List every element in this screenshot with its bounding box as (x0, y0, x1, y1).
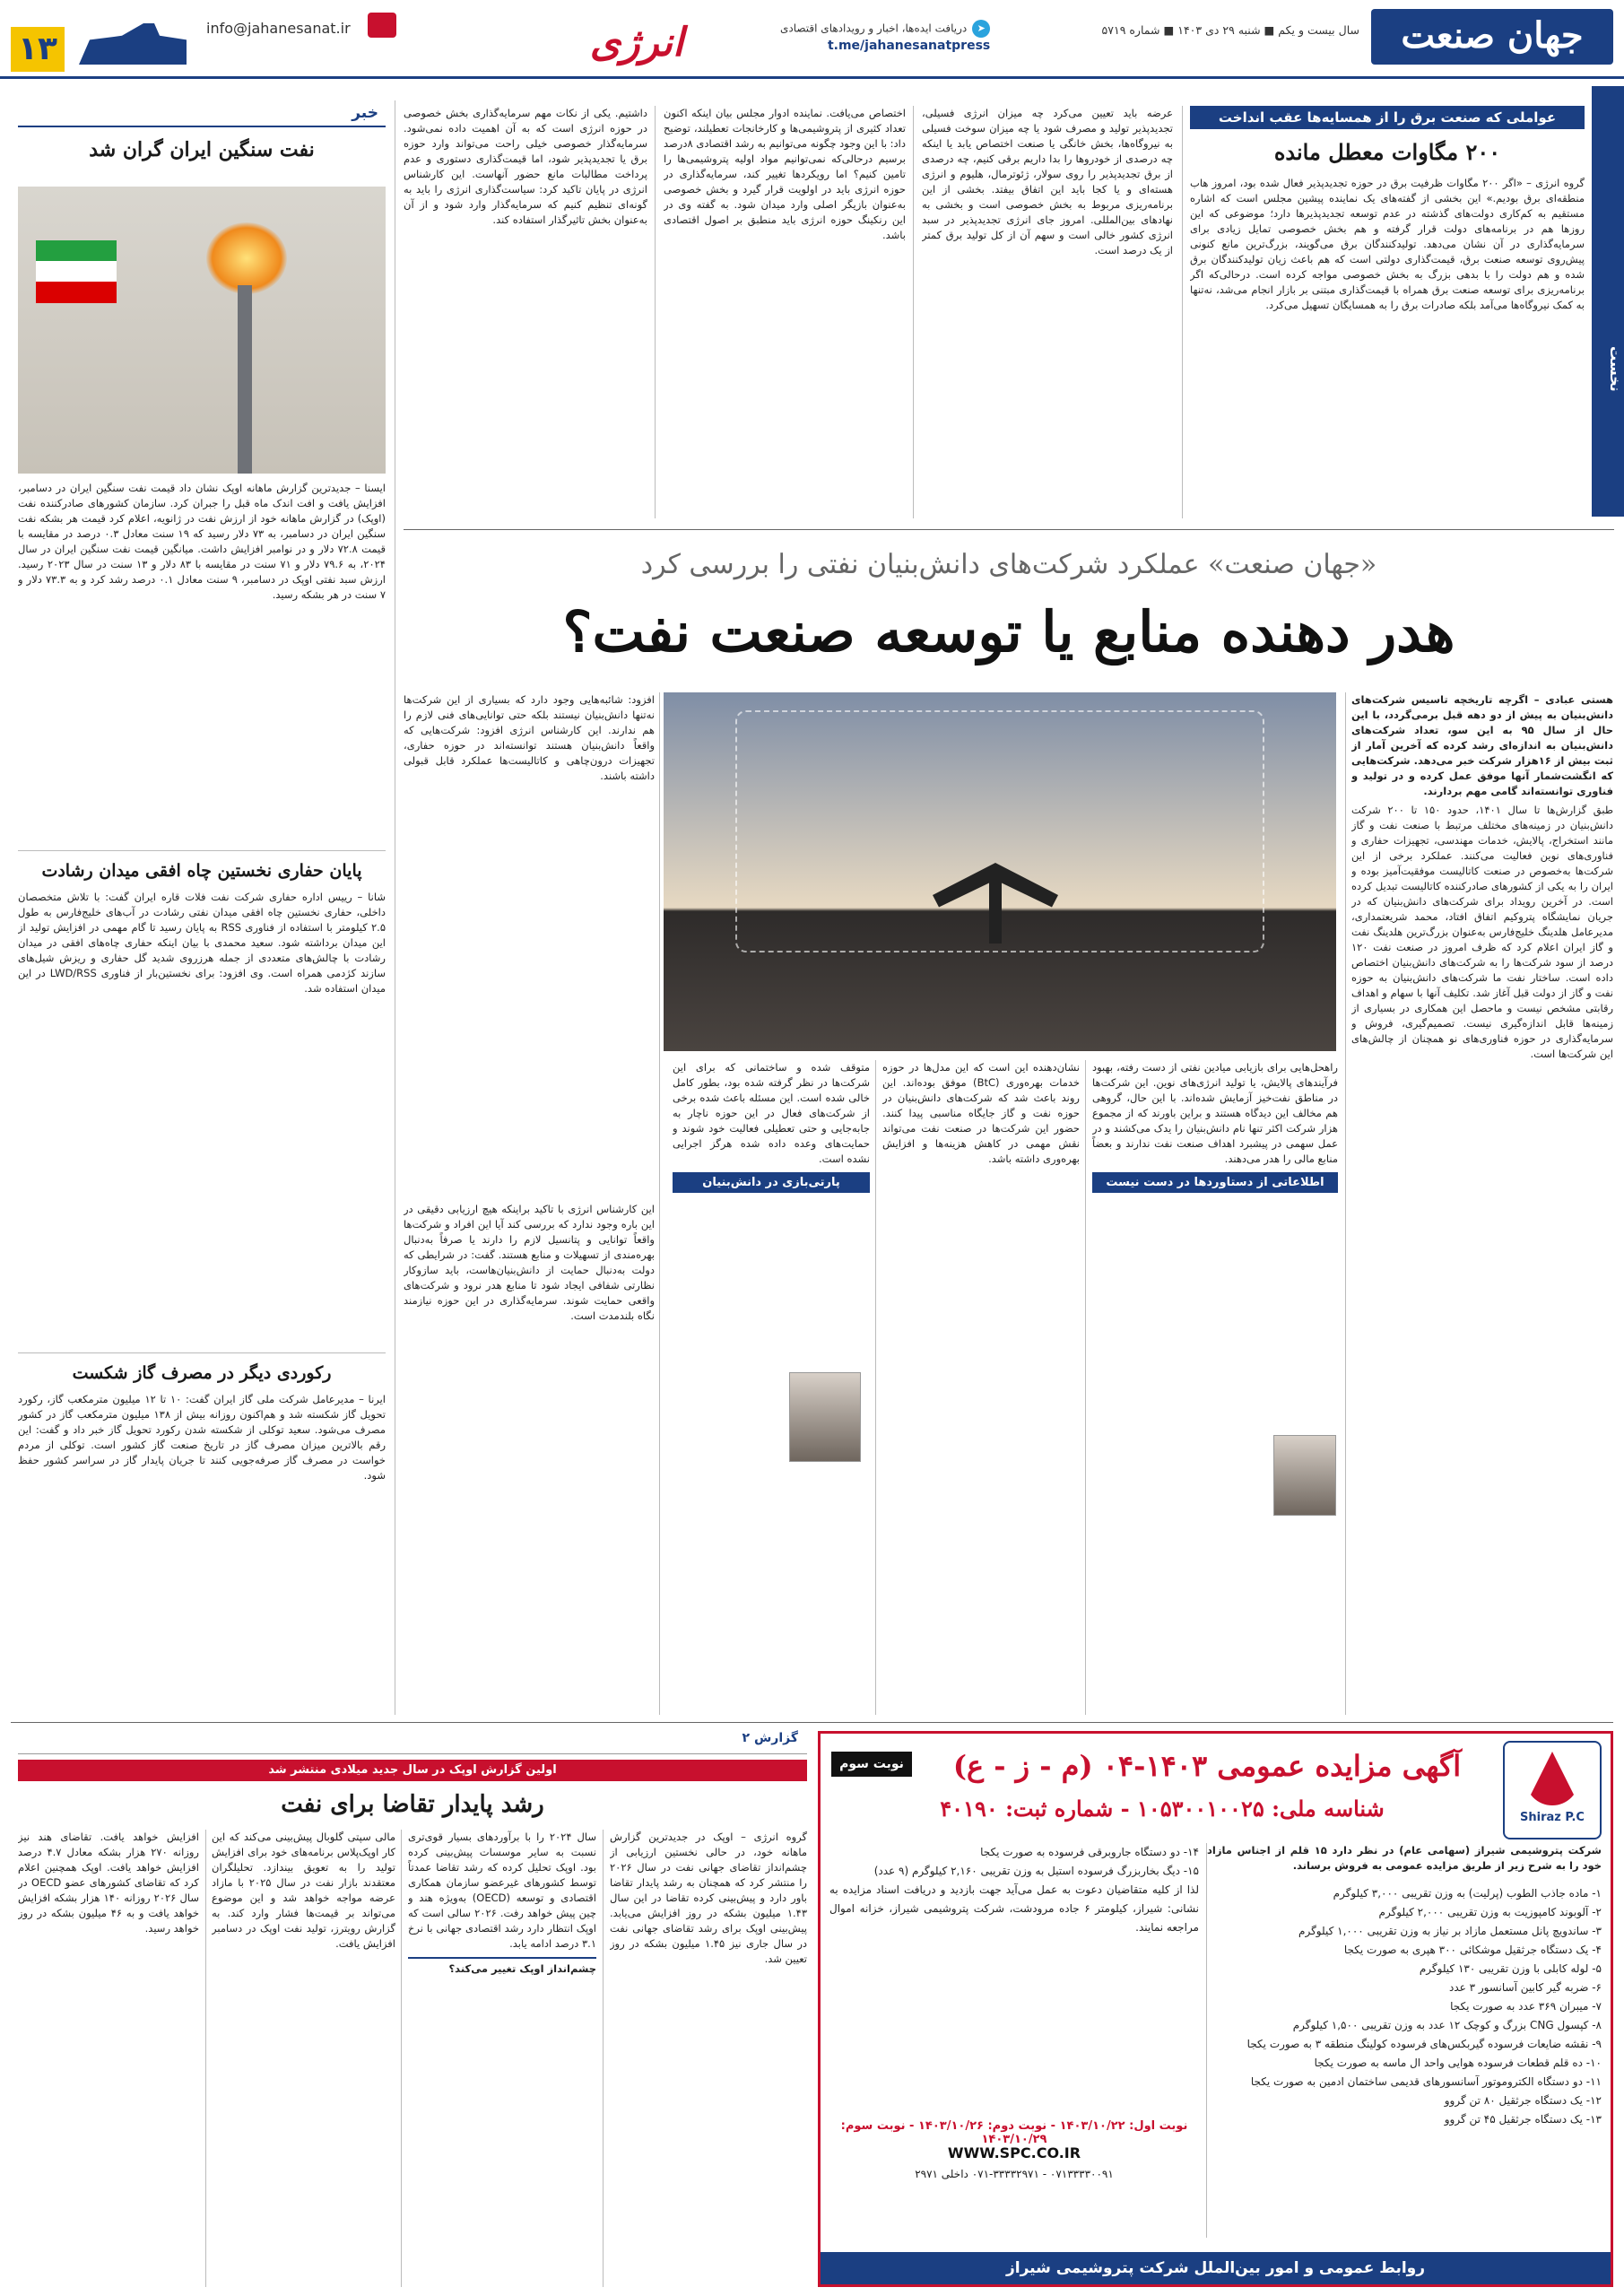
tender-ad (818, 1731, 1613, 2287)
feature-kicker: «جهان صنعت» عملکرد شرکت‌های دانش‌بنیان نفتی را بررسی کرد (640, 549, 1377, 580)
feature-title: هدر دهنده منابع یا توسعه صنعت نفت؟ (562, 599, 1455, 665)
ad-item: ۴- یک دستگاه جرثقیل موشکائی ۳۰۰ هپری به صورت یکجا (1343, 1944, 1602, 1956)
feature-lede-text: هستی عبادی – اگرچه تاریخچه تاسیس شرکت‌های دانش‌بنیان به پیش از دو دهه قبل برمی‌گردد، با این حال از سال ۹۵ به این سو، تعداد شرکت‌های دانش‌بنیان به اندازه‌ای رشد کرده که آخرین آمار از ثبت بیش از ۱۶هزار شرکت خبر می‌دهد. شرکت‌هایی که انگشت‌شمار آنها موفق عمل کرده و در تولید و فناوری توانسته‌اند گامی مهم بردارند. (1351, 693, 1613, 797)
report-title: رشد پایدار تقاضا برای نفت (281, 1791, 544, 1818)
news-1-title: نفت سنگین ایران گران شد (89, 138, 315, 161)
iran-flag-icon (36, 240, 117, 303)
ad-item: ۱۱- دو دستگاه الکتروموتور آسانسورهای قدیمی ساختمان ادمین به صورت یکجا (1250, 2075, 1602, 2088)
news-2-title: پایان حفاری نخستین چاه افقی میدان رشادت (41, 861, 362, 881)
ad-item: ۵- لوله کابلی با وزن تقریبی ۱۳۰ کیلوگرم (1419, 1962, 1602, 1975)
newspaper-logo[interactable]: جهان صنعت (1371, 9, 1613, 65)
report-col-3: مالی سپتی گلوبال پیش‌بینی می‌کند که این کار اوپک‌پلاس برنامه‌های خود برای افزایش تولید را به تعویق بیندازد. تحلیلگران معتقدند بازار نفت در سال ۲۰۲۵ با مازاد عرضه مواجه خواهد شد و این موضوع می‌تواند بر قیمت‌ها فشار وارد کند. به گزارش رویترز، تولید نفت اوپک در دسامبر افزایش یافت. (212, 1831, 395, 1950)
perspective-col-4: داشتیم. یکی از نکات مهم سرمایه‌گذاری بخش خصوصی در حوزه انرژی است که به آن اهمیت داده نمی‌شود. سرمایه‌گذار خصوصی خیلی راحت می‌تواند وارد حوزه برق یا تجدیدپذیر شود، اما قیمت‌گذاری دستوری و عدم پرداخت مطالبات مانع حضور آنهاست. این کارشناس انرژی در پایان تاکید کرد: سیاست‌گذاری انرژی را باید به گونه‌ای تنظیم کنیم که سرمایه‌گذار وارد شود و از آن به‌عنوان بخش تاثیرگذار استفاده کند. (404, 107, 647, 226)
ad-phone: ۰۷۱۳۳۳۳۰۰۹۱ - ۰۷۱-۳۳۳۳۲۹۷۱ داخلی ۲۹۷۱ (915, 2168, 1114, 2180)
news-box-title: خبر (18, 104, 386, 127)
oil-pump-tech-photo (664, 692, 1336, 1051)
gas-flare-photo (18, 187, 386, 474)
news-1-body: ایسنا – جدیدترین گزارش ماهانه اوپک نشان داد قیمت نفت سنگین ایران در دسامبر، افزایش یافت و افت اندک ماه قبل را جبران کرد. سازمان کشورهای صادرکننده نفت (اوپک) در گزارش ماهانه خود از ارزش نفت در ژانویه، اعلام کرد قیمت هر بشکه نفت سنگین ایران در دسامبر، به ۷۳ دلار رسید که ۱۹ سنت معادل ۰.۳ درصد در مقایسه با قیمت ۷۲.۸ دلار و در نوامبر افزایش داشت. میانگین قیمت نفت سنگین ایران در سال ۲۰۲۴، به ۷۹.۶ دلار و ۷۱ سنت در مقایسه با ۸۳ دلار و ۱۳ سنت در سال ۲۰۲۳ رسید. ارزش سبد نفتی اوپک در دسامبر، ۹ سنت معادل ۰.۱ درصد رشد کرد و به ۷۳.۳ دلار و ۷ سنت در هر بشکه رسید. (18, 482, 386, 601)
logo-caption: Shiraz P.C (1520, 1811, 1585, 1824)
news-3-body: ایرنا – مدیرعامل شرکت ملی گاز ایران گفت: ۱۰ تا ۱۲ میلیون مترمکعب گاز، رکورد تحویل گاز شکسته شد و هم‌اکنون روزانه بیش از ۱۳۸ میلیون مترمکعب گاز در کشور مصرف می‌شود. سعید توکلی از شکسته شدن رکورد تحویل گاز خبر داد و گفت: این رقم بالاترین میزان مصرف گاز در تاریخ صنعت گاز کشور است. توکلی از مردم خواست در مصرف گاز صرفه‌جویی کنند تا جریان پایدار گاز در سراسر کشور حفظ شود. (18, 1393, 386, 1482)
feature-sub-2: پارتی‌بازی در دانش‌بنیان (673, 1172, 870, 1193)
report-subheading: چشم‌انداز اوپک تغییر می‌کند؟ (408, 1957, 596, 1977)
flare-stack-icon (238, 285, 252, 474)
perspective-kicker: عواملی که صنعت برق را از همسایه‌ها عقب انداخت (1190, 106, 1585, 129)
ad-title: آگهی مزایده عمومی ۱۴۰۳-۰۴ (م - ز - ع) (952, 1749, 1462, 1783)
telegram-tagline: دریافت ایده‌ها، اخبار و رویدادهای اقتصادی (780, 22, 968, 35)
news-2-body: شانا – رییس اداره حفاری شرکت نفت فلات قاره ایران گفت: با تلاش متخصصان داخلی، حفاری نخستین چاه افقی میدان نفتی رشادت در آب‌های خلیج‌فارس به طول ۲.۵ کیلومتر با استفاده از فناوری RSS به پایان رسید تا گام مهمی در افزایش تولید از این میدان برداشته شود. سعید محمدی با بیان اینکه حفاری چاه‌های افقی در میدان رشادت با چالش‌های متعددی از جمله هرزروی شدید گل حفاری و ریزش شیل‌های سازند کژدمی همراه است. وی افزود: برای نخستین‌بار از فناوری LWD/RSS در این میدان استفاده شد. (18, 891, 386, 995)
perspective-title: ۲۰۰ مگاوات معطل مانده (1273, 139, 1501, 165)
feature-col-b-text: راهحل‌هایی برای بازیابی میادین نفتی از دست رفته، بهبود فرآیندهای پالایش، یا تولید انرژی‌های نوین. این شرکت‌ها در مناطق نفت‌خیز آزمایش شده‌اند. با این حال، گروهی هم مخالف این دیدگاه هستند و براین باورند که از مجموع هزار شرکت اکثر تنها نام دانش‌بنیان را یدک می‌کشند و در عمل سهمی در پیشبرد اهداف صنعت نفت ندارند و بعضاً منابع مالی را هدر می‌دهند. (1092, 1061, 1338, 1165)
report-tag: گزارش ۲ (18, 1731, 807, 1754)
ad-item: ۱۲- یک دستگاه جرثقیل ۸۰ تن گروو (1444, 2094, 1602, 2107)
report-col-4: افزایش خواهد یافت. تقاضای هند نیز روزانه ۲۷۰ هزار بشکه معادل ۴.۷ درصد افزایش خواهد یافت. اوپک همچنین اعلام کرد که تقاضای کشورهای عضو OECD در سال ۲۰۲۶ روزانه ۱۴۰ هزار بشکه افزایش خواهد یافت و به ۴۶ میلیون بشکه در روز خواهد رسید. (18, 1831, 199, 1935)
report-banner: اولین گزارش اوپک در سال جدید میلادی منتشر شد (18, 1760, 807, 1781)
ad-note: لذا از کلیه متقاضیان دعوت به عمل می‌آید جهت بازدید و دریافت اسناد مزایده به نشانی: شیراز، کیلومتر ۶ جاده مرودشت، شرکت پتروشیمی شیراز، خزانه اموال مراجعه نمایند. (829, 1883, 1199, 1934)
feature-lede (1351, 692, 1613, 1715)
telegram-icon: ➤ (972, 20, 990, 38)
ad-item: ۱۰- ده قلم قطعات فرسوده هوایی واحد ال ماسه به صورت یکجا (1314, 2057, 1602, 2069)
ad-intro: شرکت پتروشیمی شیراز (سهامی عام) در نظر دارد ۱۵ قلم از اجناس مازاد خود را به شرح زیر از طریق مزایده عمومی به فروش برساند. (1207, 1844, 1602, 1872)
ad-item: ۱۴- دو دستگاه جاروبرقی فرسوده به صورت یکجا (980, 1846, 1199, 1858)
report-col-1: گروه انرژی – اوپک در جدیدترین گزارش ماهانه خود، در حالی نخستین ارزیابی از چشم‌انداز تقاضای جهانی نفت در سال ۲۰۲۶ را منتشر کرد که همچنان به رشد پایدار تقاضا باور دارد و پیش‌بینی کرده تقاضا در این سال ۱.۴۳ میلیون بشکه در روز افزایش می‌یابد. پیش‌بینی اوپک برای رشد تقاضای جهانی نفت در سال جاری نیز ۱.۴۵ میلیون بشکه در روز تعیین شد. (610, 1831, 807, 1965)
ad-item: ۸- کپسول CNG بزرگ و کوچک ۱۲ عدد به وزن تقریبی ۱,۵۰۰ کیلوگرم (1292, 2019, 1602, 2031)
email-link[interactable]: info@jahanesanat.ir (206, 20, 351, 37)
perspective-col-2: عرضه باید تعیین می‌کرد چه میزان انرژی فسیلی، تجدیدپذیر تولید و مصرف شود یا چه میزان سوخت فسیلی به نیروگاه‌ها، بخش خانگی یا صنعت اختصاص یابد یا اینکه چه درصدی از خودروها را بدا داریم برقی کنیم، چه درصدی از برق تجدیدپذیر را روی سولار، ژئوترمال، هلیوم و انرژی هسته‌ای و یا کجا باید این اتفاق بیفتد. بخشی از این برنامه‌ریزی مربوط به بخش خصوصی است و بخشی به نهادهای بین‌المللی. امروز جای انرژی تجدیدپذیر در سبد انرژی کشور خالی است و سهم آن از کل تولید برق کمتر از یک درصد است. (922, 107, 1173, 257)
telegram-info[interactable] (780, 20, 990, 54)
company-logo-icon (1525, 1752, 1579, 1805)
ad-footer: روابط عمومی و امور بین‌الملل شرکت پتروشیمی شیراز (821, 2252, 1611, 2284)
ad-item: ۳- ساندویچ پانل مستعمل مازاد بر نیاز به وزن تقریبی ۱,۰۰۰ کیلوگرم (1298, 1925, 1602, 1937)
news-3-title: رکوردی دیگر در مصرف گاز شکست (72, 1363, 332, 1383)
perspective-col-3: اختصاص می‌یافت. نماینده ادوار مجلس بیان اینکه اکنون تعداد کثیری از پتروشیمی‌ها و کارخانجات تعطیلند، توضیح داد: با این وجود چگونه می‌توانیم به رشد اقتصادی ۸درصد برسیم درحالی‌که نمی‌توانیم مواد اولیه پتروشیمی‌ها را تامین کنیم؟ اما رویکردها تغییر کند، سرمایه‌گذاری در حوزه انرژی باید در اولویت قرار گیرد و بخش خصوصی به‌عنوان بازیگر اصلی وارد میدان شود. به گفته وی در این رنکینگ حوزه انرژی باید منطبق بر اصول اقتصادی باشد. (664, 107, 906, 241)
report-col-2 (408, 1830, 596, 2287)
ad-item: ۱۳- یک دستگاه جرثقیل ۴۵ تن گروو (1444, 2113, 1602, 2126)
perspective-side-label: نخست (1592, 86, 1624, 517)
feature-col-a: طبق گزارش‌ها تا سال ۱۴۰۱، حدود ۱۵۰ تا ۲۰۰ شرکت دانش‌بنیان در زمینه‌های مختلف مرتبط با صنعت نفت و گاز مانند استخراج، پالایش، خدمات مهندسی، تجهیزات حفاری و فناوری‌های نوین فعالیت می‌کنند. عملکرد برخی از این شرکت‌ها به‌خصوص در صنعت کاتالیست موفقیت‌آمیز بوده و ایران را به یکی از کشورهای صادرکننده کاتالیست تبدیل کرده است. در آخرین رویداد برای شرکت‌های دانش‌بنیان که در جریان نمایشگاه پتروکیم اتفاق افتاد، محمد شریعتمداری، مدیرعامل هلدینگ خلیج‌فارس به‌عنوان بزرگ‌ترین هلدینگ نفت و گاز ایران اعلام کرد که ظرف امروز در صنعت نفت ۱۲۰ درصد از سود شرکت‌ها را به شرکت‌های دانش‌بنیان اختصاص داده است. ساختار نفت ما شرکت‌های دانش‌بنیان به حوزه نفت و گاز از دولت قبل آغاز شد. تکلیف آنها با سهام و اهداف رقابتی مشخص نیست و ماحصل این همکاری در بسیاری از زمینه‌ها قابل اندازه‌گیری نیست. تصمیم‌گیری، فروش و سرمایه‌گذاری در حوزه فناوری‌های نو همچنان از چالش‌های این شرکت‌ها است. (1351, 804, 1613, 1060)
ad-item: ۶- ضربه گیر کابین آسانسور ۳ عدد (1448, 1981, 1602, 1994)
page-number: ۱۳ (11, 27, 65, 72)
telegram-handle[interactable]: t.me/jahanesanatpress (827, 39, 991, 53)
ad-item: ۱- ماده جاذب الطوب (پرلیت) به وزن تقریبی ۳,۰۰۰ کیلوگرم (1333, 1887, 1602, 1900)
ad-items-right (1207, 1884, 1602, 2225)
ad-website[interactable]: WWW.SPC.CO.IR (947, 2144, 1081, 2161)
feature-col-e: افزود: شائبه‌هایی وجود دارد که بسیاری از این شرکت‌ها نه‌تنها دانش‌بنیان نیستند بلکه حتی توانایی‌های فنی لازم را هم ندارند. این کارشناس انرژی افزود: شرکت‌هایی که واقعاً دانش‌بنیان هستند توانسته‌اند در حوزه حفاری، تجهیزات درون‌چاهی و کاتالیست‌ها عملکرد قابل قبولی داشته باشند. (404, 693, 655, 782)
issue-info: سال بیست و یکم ■ شنبه ۲۹ دی ۱۴۰۳ ■ شماره ۵۷۱۹ (1101, 23, 1359, 37)
perspective-col-1: گروه انرژی – «اگر ۲۰۰ مگاوات ظرفیت برق در حوزه تجدیدپذیر فعال شده بود، امروز هاب منطقه‌ای برق بودیم.» این بخشی از گفته‌های یک نماینده پیشین مجلس است که اشاره مستقیم به کم‌کاری دولت‌های گذشته در عدم توسعه تجدیدپذیرها دارد؛ موضوعی که این روزها هم در برنامه‌های دولت قرار گرفته و هم بخش خصوصی تمایل زیادی برای سرمایه‌گذاری در آن نشان می‌دهد. تولیدکنندگان برق می‌گویند، بزرگ‌ترین مانع کنونی پیش‌روی توسعه صنعت برق، قیمت‌گذاری دولتی است که هم باعث زیان تولیدکنندگان برق شده و هم دولت را با بدهی بزرگ به بخش خصوصی مواجه کرده است. درحالی‌که اگر برنامه‌ریزی برای توسعه صنعت برق همراه با قیمت‌گذاری مبتنی بر بازار انجام می‌شد، نه‌تنها به کمک نیروگاه‌ها می‌آمد بلکه صادرات برق را به همسایگان تسهیل می‌کرد. (1190, 177, 1585, 311)
feature-col-f: این کارشناس انرژی با تاکید براینکه هیچ ارزیابی دقیقی در این باره وجود ندارد که بررسی کند آیا این افراد و شرکت‌ها واقعاً توانایی و پتانسیل لازم را دارند یا صرفاً به‌دنبال بهره‌مندی از تسهیلات و منابع هستند. گفت: در شرایطی که دولت به‌دنبال حمایت از دانش‌بنیان‌هاست، باید سازوکار نظارتی شفافی ایجاد شود تا منابع هدر نرود و شرکت‌های واقعی حمایت شوند. سرمایه‌گذاری در این حوزه نیازمند نگاه بلندمدت است. (404, 1203, 655, 1322)
ad-items-left (829, 1843, 1199, 2112)
report-col-2-text: سال ۲۰۲۴ را با برآوردهای بسیار قوی‌تری نسبت به سایر موسسات پیش‌بینی کرده بود. اوپک تحلیل کرده که رشد تقاضا عمدتاً توسط کشورهای غیرعضو سازمان همکاری اقتصادی و توسعه (OECD) به‌ویژه هند و چین پیش خواهد رفت. ۲۰۲۶ سالی است که اوپک انتظار دارد رشد اقتصادی جهانی با نرخ ۳.۱ درصد ادامه یابد. (408, 1831, 596, 1950)
ad-dates: نوبت اول: ۱۴۰۳/۱۰/۲۲ - نوبت دوم: ۱۴۰۳/۱۰/۲۶ - نوبت سوم: ۱۴۰۳/۱۰/۲۹ (840, 2119, 1188, 2146)
flare-fire-icon (206, 222, 287, 294)
expert-portrait-1 (1273, 1435, 1336, 1516)
oil-rig-icon (79, 23, 187, 65)
ad-item: ۷- میبران ۳۶۹ عدد به صورت یکجا (1450, 2000, 1602, 2013)
section-title: انرژی (589, 20, 684, 65)
ad-round-badge: نوبت سوم (831, 1752, 912, 1777)
feature-col-c: نشان‌دهنده این است که این مدل‌ها در حوزه خدمات بهره‌وری (BtC) موفق بوده‌اند. این روند باعث شد که شرکت‌های دانش‌بنیان در حوزه نفت و گاز جایگاه مناسبی پیدا کنند. حضور این شرکت‌ها در صنعت نفت می‌تواند نقش مهمی در کاهش هزینه‌ها و افزایش بهره‌وری داشته باشد. (882, 1061, 1080, 1165)
shiraz-petrochemical-logo (1503, 1741, 1602, 1839)
expert-portrait-2 (789, 1372, 861, 1462)
ad-ids: شناسه ملی: ۱۰۵۳۰۰۱۰۰۲۵ - شماره ثبت: ۴۰۱۹۰ (940, 1796, 1385, 1822)
feature-col-b (1092, 1060, 1338, 1715)
ad-item: ۲- آلوبوند کامپوزیت به وزن تقریبی ۲,۰۰۰ کیلوگرم (1378, 1906, 1602, 1918)
masthead (0, 0, 1624, 79)
feature-sub-1: اطلاعاتی از دستاوردها در دست نیست (1092, 1172, 1338, 1193)
ad-item: ۹- نقشه ضایعات فرسوده گیربکس‌های فرسوده کولینگ منطقه ۳ به صورت یکجا (1246, 2038, 1602, 2050)
ad-item: ۱۵- دیگ بخاربزرگ فرسوده استیل به وزن تقریبی ۲,۱۶۰ کیلوگرم (۹ عدد) (873, 1865, 1199, 1877)
mail-icon (368, 13, 396, 38)
feature-col-d-text: متوقف شده و ساختمانی که برای این شرکت‌ها در نظر گرفته شده بود، بطور کامل خالی شده است. این مسئله باعث شده برخی از شرکت‌های فعال در این حوزه ناچار به جابه‌جایی و حتی تعطیلی فعالیت خود شوند و حمایت‌های وعده داده شده هرگز اجرایی نشده است. (673, 1061, 870, 1165)
